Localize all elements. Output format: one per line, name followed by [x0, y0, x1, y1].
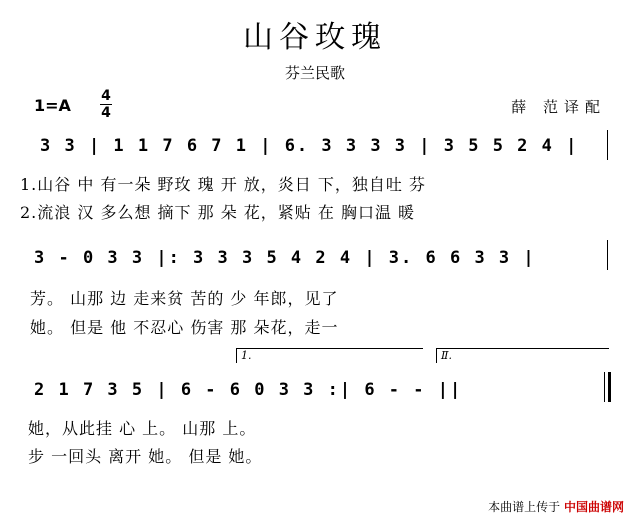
final-barline-thick — [608, 372, 611, 402]
barline — [607, 130, 608, 160]
lyric-row-3-verse-1: 她，从此挂 心 上。 山那 上。 — [28, 419, 257, 438]
time-signature-bottom: 4 — [101, 105, 111, 121]
barline — [607, 240, 608, 270]
lyric-row-1-verse-2: 2.流浪 汉 多么想 摘下 那 朵 花，紧贴 在 胸口温 暖 — [20, 203, 416, 222]
lyric-row-1-verse-1: 1.山谷 中 有一朵 野玫 瑰 开 放，炎日 下，独自吐 芬 — [20, 175, 426, 194]
key-signature: 1=A — [34, 96, 71, 115]
notation-row-1: 3 3 | 1 1 7 6 7 1 | 6. 3 3 3 3 | 3 5 5 2 4 | — [40, 136, 579, 156]
final-barline-thin — [604, 372, 605, 402]
lyric-row-2-verse-1: 芳。 山那 边 走来贫 苦的 少 年郎，见了 — [30, 289, 339, 308]
site-logo-text[interactable]: 中国曲谱网 — [563, 500, 624, 514]
volta-second-label: Ⅱ. — [441, 349, 452, 362]
volta-second-ending — [436, 348, 609, 363]
lyric-row-3-verse-2: 步 一回头 离开 她。 但是 她。 — [28, 447, 263, 466]
song-title: 山谷玫瑰 — [243, 20, 387, 55]
time-signature-top: 4 — [101, 88, 111, 104]
footer-text: 本曲谱上传于 — [488, 500, 561, 514]
arranger: 薛 范译配 — [511, 98, 606, 116]
lyric-row-2-verse-2: 她。 但是 他 不忍心 伤害 那 朵花，走一 — [30, 318, 339, 337]
volta-first-ending — [236, 348, 423, 363]
notation-row-2: 3 - 0 3 3 |: 3 3 3 5 4 2 4 | 3. 6 6 3 3 | — [34, 248, 536, 268]
volta-first-label: 1. — [241, 349, 252, 362]
time-signature — [100, 88, 112, 121]
notation-row-3: 2 1 7 3 5 | 6 - 6 0 3 3 :| 6 - - || — [34, 380, 463, 400]
footer-credit — [488, 498, 624, 515]
song-subtitle: 芬兰民歌 — [284, 64, 345, 82]
